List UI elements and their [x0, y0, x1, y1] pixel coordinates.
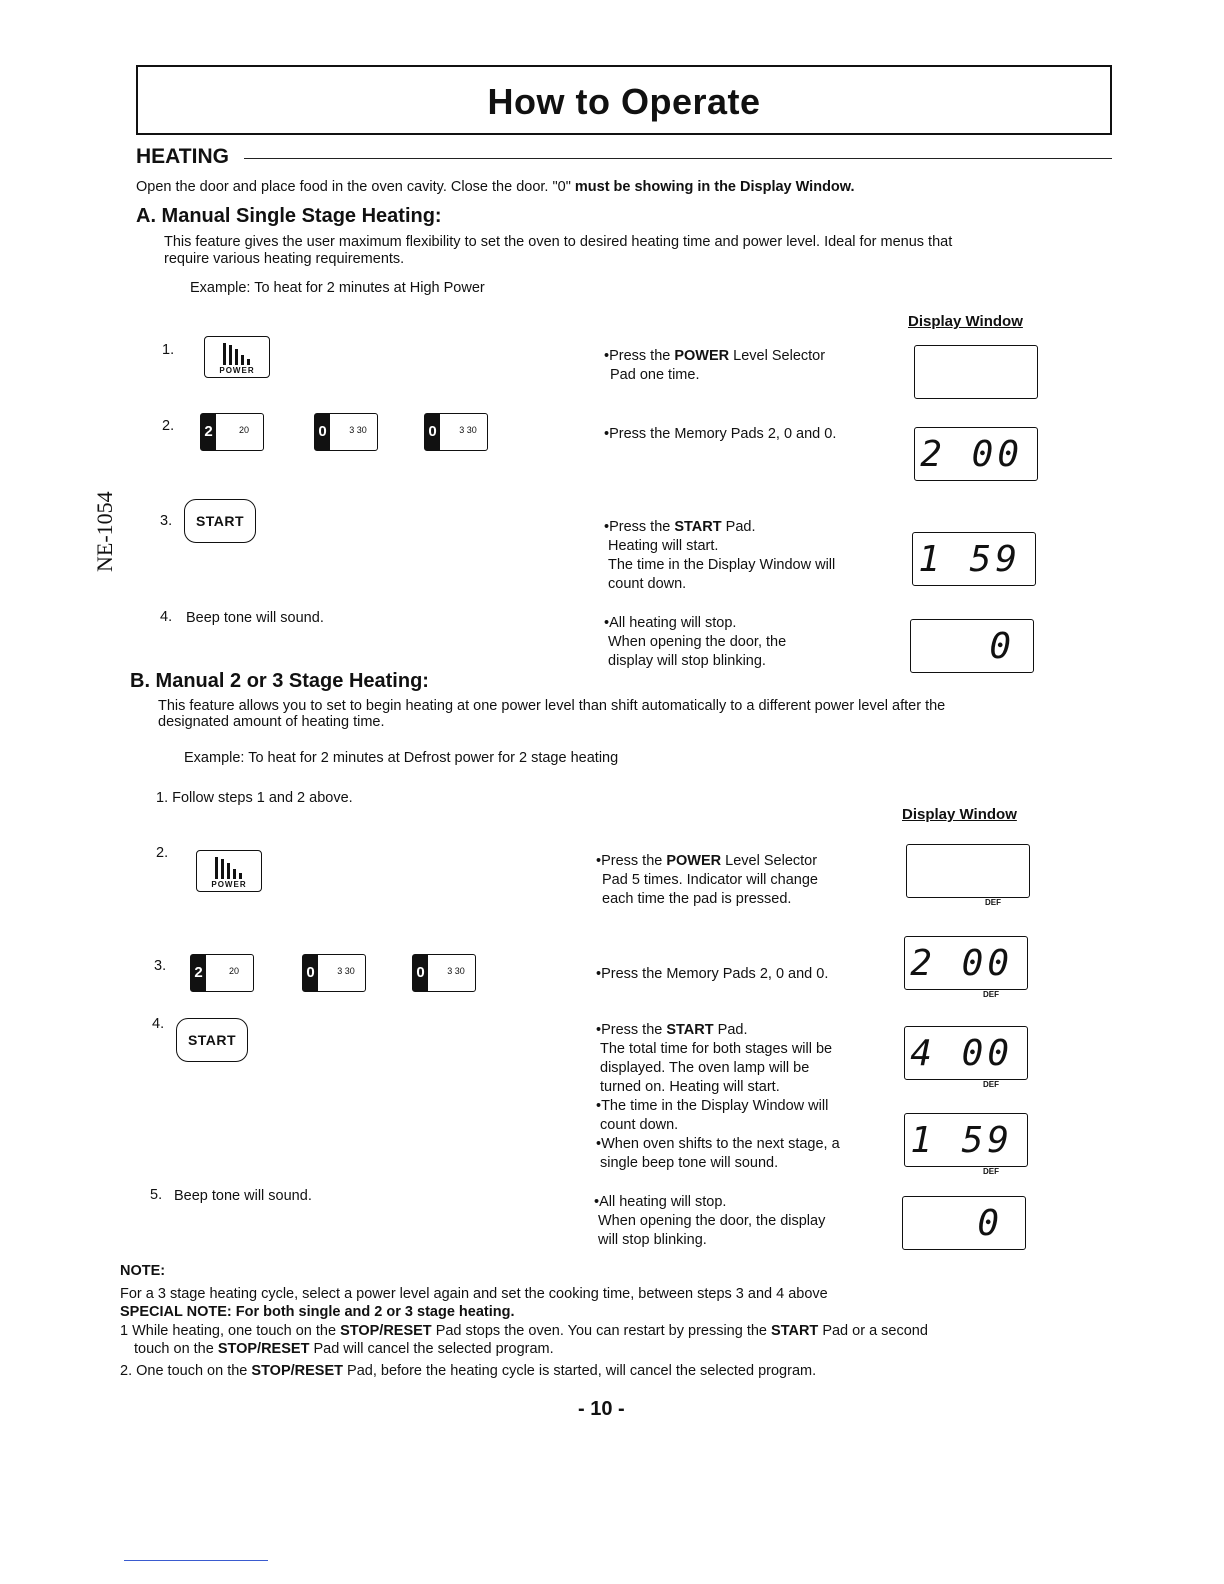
a-step1-pre: •Press the	[604, 348, 675, 364]
a-display-3-digits: 1 59	[918, 539, 1021, 580]
b-step5-instruction	[594, 1193, 825, 1250]
b-step2-pre: •Press the	[596, 853, 667, 869]
a-step3-bold: START	[674, 519, 722, 535]
b-step4-line8: single beep tone will sound.	[600, 1155, 779, 1171]
b-display-3-digits: 4 00	[910, 1033, 1013, 1074]
bottom-rule	[124, 1560, 268, 1561]
a-display-1	[914, 345, 1038, 399]
note-item-2-pre: 2. One touch on the	[120, 1363, 252, 1379]
b-step5-label: Beep tone will sound.	[174, 1188, 312, 1204]
section-rule	[244, 158, 1112, 159]
a-display-2-digits: 2 00	[920, 434, 1023, 475]
part-b-desc-2: designated amount of heating time.	[158, 714, 385, 730]
a-step3-number: 3.	[160, 513, 173, 529]
b-step5-line3: will stop blinking.	[598, 1232, 707, 1248]
note-item-2-bold: STOP/RESET	[251, 1363, 343, 1379]
b-step4-line2: The total time for both stages will be	[600, 1041, 833, 1057]
b-step4-line4: turned on. Heating will start.	[600, 1079, 780, 1095]
a-step2-number: 2.	[162, 418, 175, 434]
part-b-desc-1: This feature allows you to set to begin heating at one power level than shift automatically to a different power level after the	[158, 698, 946, 714]
b-step3-number: 3.	[154, 958, 167, 974]
memory-pad-0-b-sub: 3 30	[337, 966, 355, 976]
a-step4-line3: display will stop blinking.	[608, 653, 766, 669]
a-step4-number: 4.	[160, 609, 173, 625]
section-heading: HEATING	[136, 145, 229, 168]
b-step5-line2: When opening the door, the display	[598, 1213, 826, 1229]
memory-pad-2-digit: 2	[201, 414, 216, 450]
b-step4-line3: displayed. The oven lamp will be	[600, 1060, 810, 1076]
memory-pad-0-sub: 3 30	[349, 425, 367, 435]
intro-bold: must be showing in the Display Window.	[574, 179, 855, 195]
part-a-desc-1: This feature gives the user maximum flexibility to set the oven to desired heating time and power level. Ideal for menus that	[164, 234, 953, 250]
a-step1-post: Level Selector	[729, 348, 826, 364]
b-step2-post: Level Selector	[721, 853, 818, 869]
b-display-2-digits: 2 00	[910, 943, 1013, 984]
b-step4-line6: count down.	[600, 1117, 679, 1133]
note-item-1-l2-bold: STOP/RESET	[217, 1341, 310, 1357]
memory-pad-0-second-b[interactable]	[412, 954, 476, 992]
b-step5-number: 5.	[150, 1187, 163, 1203]
b-step4-pre: •Press the	[596, 1022, 667, 1038]
memory-pad-2-b-digit: 2	[191, 955, 206, 991]
a-display-3	[912, 532, 1036, 586]
note-item-2	[120, 1362, 816, 1381]
b-step4-line7: •When oven shifts to the next stage, a	[596, 1136, 840, 1152]
part-b-step1: 1. Follow steps 1 and 2 above.	[156, 790, 353, 806]
b-step4-number: 4.	[152, 1016, 165, 1032]
b-step3-instruction: •Press the Memory Pads 2, 0 and 0.	[596, 966, 829, 982]
note-item-2-post: Pad, before the heating cycle is started, will cancel the selected program.	[343, 1363, 817, 1379]
b-step2-instruction	[596, 852, 818, 909]
memory-pad-2-b-sub: 20	[228, 966, 239, 976]
a-step4-label: Beep tone will sound.	[186, 610, 324, 626]
note-item-1-mid: Pad stops the oven. You can restart by pressing the	[431, 1323, 772, 1339]
a-display-4-digits: 0	[989, 626, 1015, 667]
power-pad-b[interactable]	[196, 850, 262, 892]
a-step1-number: 1.	[162, 342, 175, 358]
part-b-heading: B. Manual 2 or 3 Stage Heating:	[130, 670, 429, 692]
power-pad[interactable]	[204, 336, 270, 378]
power-pad-label: POWER	[219, 366, 255, 375]
memory-pad-0b-sub: 3 30	[459, 425, 477, 435]
note-item-1-line-2	[134, 1340, 554, 1359]
b-step2-line2: Pad 5 times. Indicator will change	[602, 872, 818, 888]
a-step3-pre: •Press the	[604, 519, 675, 535]
intro-text	[136, 178, 1136, 196]
part-a-heading: A. Manual Single Stage Heating:	[136, 205, 442, 227]
memory-pad-2-sub: 20	[238, 425, 249, 435]
note-line-1: For a 3 stage heating cycle, select a power level again and set the cooking time, between steps 3 and 4 above	[120, 1286, 828, 1302]
memory-pad-0[interactable]	[314, 413, 378, 451]
part-b-display-heading: Display Window	[902, 806, 1017, 823]
b-step4-bold: START	[666, 1022, 714, 1038]
note-item-1-l2-post: Pad will cancel the selected program.	[309, 1341, 554, 1357]
a-step3-post: Pad.	[721, 519, 756, 535]
a-step4-instruction	[604, 614, 786, 671]
note-item-1-pre: 1 While heating, one touch on the	[120, 1323, 341, 1339]
memory-pad-0-second[interactable]	[424, 413, 488, 451]
b-step2-bold: POWER	[666, 853, 722, 869]
title-box	[136, 65, 1112, 135]
a-step3-instruction	[604, 518, 835, 594]
b-step2-line3: each time the pad is pressed.	[602, 891, 792, 907]
power-bars-icon	[223, 343, 253, 365]
start-pad-b[interactable]: START	[176, 1018, 248, 1062]
memory-pad-0-b-digit: 0	[303, 955, 318, 991]
note-item-1-bold-2: START	[771, 1323, 819, 1339]
a-step1-line2: Pad one time.	[610, 367, 700, 383]
memory-pad-0-b[interactable]	[302, 954, 366, 992]
memory-pad-2-b[interactable]	[190, 954, 254, 992]
a-step1-instruction	[604, 347, 825, 385]
b-display-1-def-indicator: DEF	[985, 898, 1001, 907]
b-step4-post: Pad.	[713, 1022, 748, 1038]
b-display-1	[906, 844, 1030, 907]
b-display-5	[902, 1196, 1026, 1250]
a-display-4	[910, 619, 1034, 673]
a-step2-instruction: •Press the Memory Pads 2, 0 and 0.	[604, 426, 837, 442]
b-display-2-def-indicator: DEF	[983, 990, 999, 999]
b-step4-line5: •The time in the Display Window will	[596, 1098, 829, 1114]
note-item-1-l2-pre: touch on the	[134, 1341, 218, 1357]
b-display-3-def-indicator: DEF	[983, 1080, 999, 1089]
b-step4-instruction	[596, 1021, 840, 1173]
b-display-5-digits: 0	[977, 1203, 1003, 1244]
b-step5-line1: •All heating will stop.	[594, 1194, 727, 1210]
start-pad[interactable]: START	[184, 499, 256, 543]
note-item-1-bold-1: STOP/RESET	[340, 1323, 432, 1339]
power-bars-icon-b	[215, 857, 245, 879]
memory-pad-0b-b-digit: 0	[413, 955, 428, 991]
note-item-1	[120, 1322, 1130, 1341]
page-title: How to Operate	[487, 81, 761, 122]
a-step3-line2: Heating will start.	[608, 538, 719, 554]
b-display-4-def-indicator: DEF	[983, 1167, 999, 1176]
part-a-desc-2: require various heating requirements.	[164, 251, 405, 267]
page-number: - 10 -	[578, 1398, 625, 1420]
a-step1-bold: POWER	[674, 348, 730, 364]
b-step2-number: 2.	[156, 845, 169, 861]
power-pad-b-label: POWER	[211, 880, 247, 889]
note-item-1-post: Pad or a second	[818, 1323, 928, 1339]
document-code: NE-1054	[92, 491, 117, 572]
a-step4-line1: •All heating will stop.	[604, 615, 737, 631]
b-display-4	[904, 1113, 1028, 1176]
a-step3-line3: The time in the Display Window will	[608, 557, 836, 573]
special-note: SPECIAL NOTE: For both single and 2 or 3 stage heating.	[120, 1304, 515, 1320]
part-a-display-heading: Display Window	[908, 313, 1023, 330]
b-display-4-digits: 1 59	[910, 1120, 1013, 1161]
intro-plain: Open the door and place food in the oven cavity. Close the door. "0"	[136, 179, 571, 195]
note-heading: NOTE:	[120, 1263, 166, 1279]
a-step3-line4: count down.	[608, 576, 687, 592]
part-b-example: Example: To heat for 2 minutes at Defrost power for 2 stage heating	[184, 750, 619, 766]
a-step4-line2: When opening the door, the	[608, 634, 787, 650]
part-a-example: Example: To heat for 2 minutes at High Power	[190, 280, 485, 296]
memory-pad-2[interactable]	[200, 413, 264, 451]
memory-pad-0b-digit: 0	[425, 414, 440, 450]
a-display-2	[914, 427, 1038, 481]
memory-pad-0b-b-sub: 3 30	[447, 966, 465, 976]
b-display-3	[904, 1026, 1028, 1089]
b-display-2	[904, 936, 1028, 999]
memory-pad-0-digit: 0	[315, 414, 330, 450]
